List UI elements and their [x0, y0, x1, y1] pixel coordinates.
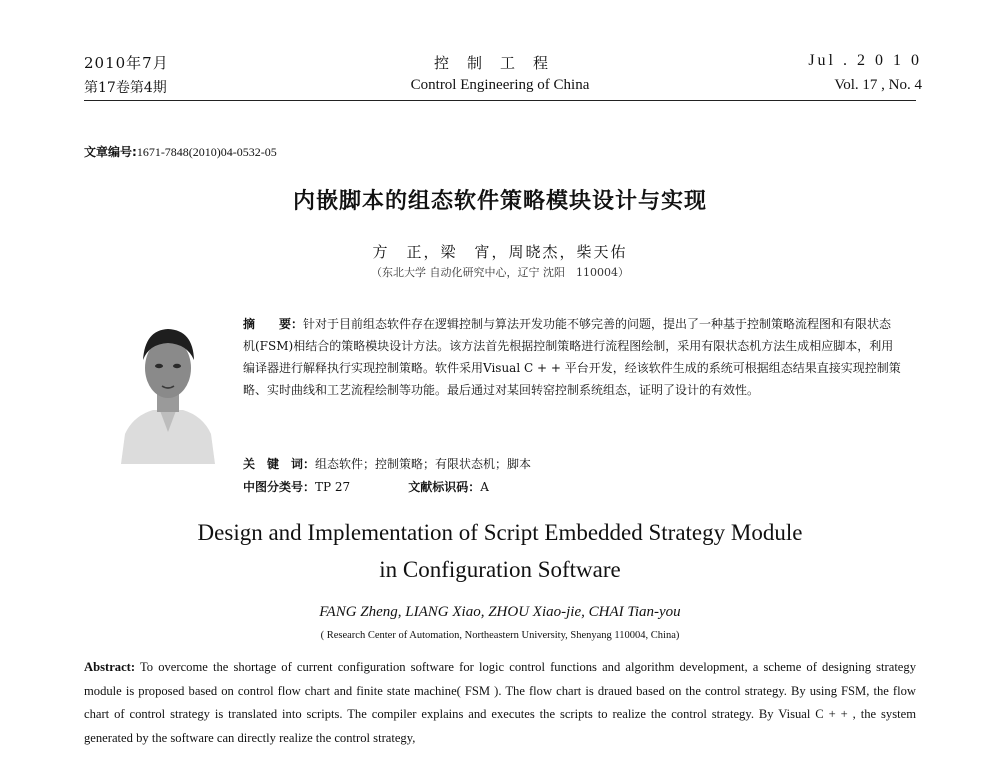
- abstract-en: [84, 656, 916, 750]
- classification-value: TP 27: [315, 480, 351, 494]
- paper-title-cn: 内嵌脚本的组态软件策略模块设计与实现: [292, 189, 707, 214]
- paper-title-en-line2: in Configuration Software: [379, 557, 621, 582]
- abstract-cn-label: 摘 要：: [243, 317, 304, 331]
- classification-label: 中图分类号：: [243, 480, 316, 494]
- keywords-cn: [243, 455, 531, 472]
- keywords-label: 关 键 词：: [243, 457, 316, 471]
- article-id-value: 1671-7848(2010)04-0532-05: [136, 145, 277, 159]
- affiliation-en: ( Research Center of Automation, Northeastern University, Shenyang 110004, China): [320, 630, 680, 641]
- header-date-cn: 2010年7月: [84, 54, 169, 72]
- abstract-cn-text: 针对于目前组态软件存在逻辑控制与算法开发功能不够完善的问题，提出了一种基于控制策略流程图和有限状态机(FSM)相结合的策略模块设计方法。该方法首先根据控制策略进行流程图绘制，采用有限状态机方法生成相应脚本，利用编译器进行解释执行实现控制策略。软件采用Visual C + + 平台开发，经该软件生成的系统可根据组态结果直接实现控制策略、实时曲线和工艺流程绘制等功能。最后通过对某回转窑控制系统组态，证明了设计的有效性。: [243, 317, 901, 397]
- header-rule: [84, 100, 916, 101]
- document-code-value: A: [480, 480, 489, 494]
- authors-cn: 方 正，梁 宵，周晓杰，柴天佑: [372, 243, 628, 261]
- journal-title-en: Control Engineering of China: [410, 77, 590, 93]
- authors-en: FANG Zheng, LIANG Xiao, ZHOU Xiao-jie, CHAI Tian-you: [319, 604, 681, 620]
- abstract-en-text: To overcome the shortage of current configuration software for logic control functions and algorithm development, a scheme of designing strategy module is proposed based on control flow chart and finite state machine( FSM ). The flow chart is draued based on the control strategy. By using FSM, the flow chart of control strategy is translated into scripts. The compiler explains and executes the scripts to realize the control strategy. By Visual C + + , the system generated by the software can directly realize the control strategy,: [84, 660, 916, 745]
- affiliation-cn: （东北大学 自动化研究中心，辽宁 沈阳 110004）: [371, 266, 629, 279]
- article-id-label: 文章编号:: [84, 145, 137, 159]
- keywords-text: 组态软件；控制策略；有限状态机；脚本: [315, 457, 532, 471]
- author-photo: [115, 312, 221, 464]
- header-volume-en: Vol. 17 , No. 4: [834, 77, 922, 93]
- document-code-label: 文献标识码：: [408, 480, 481, 494]
- header-volume-cn: 第17卷第4期: [84, 80, 167, 96]
- journal-title-cn: 控制工程: [433, 54, 566, 72]
- abstract-en-label: Abstract:: [84, 660, 136, 674]
- paper-title-en-line1: Design and Implementation of Script Embedded Strategy Module: [197, 520, 803, 545]
- classification-line: [243, 478, 489, 495]
- header-date-en: Jul . 2 0 1 0: [808, 52, 922, 69]
- article-id: [84, 143, 277, 160]
- abstract-cn: [243, 313, 903, 401]
